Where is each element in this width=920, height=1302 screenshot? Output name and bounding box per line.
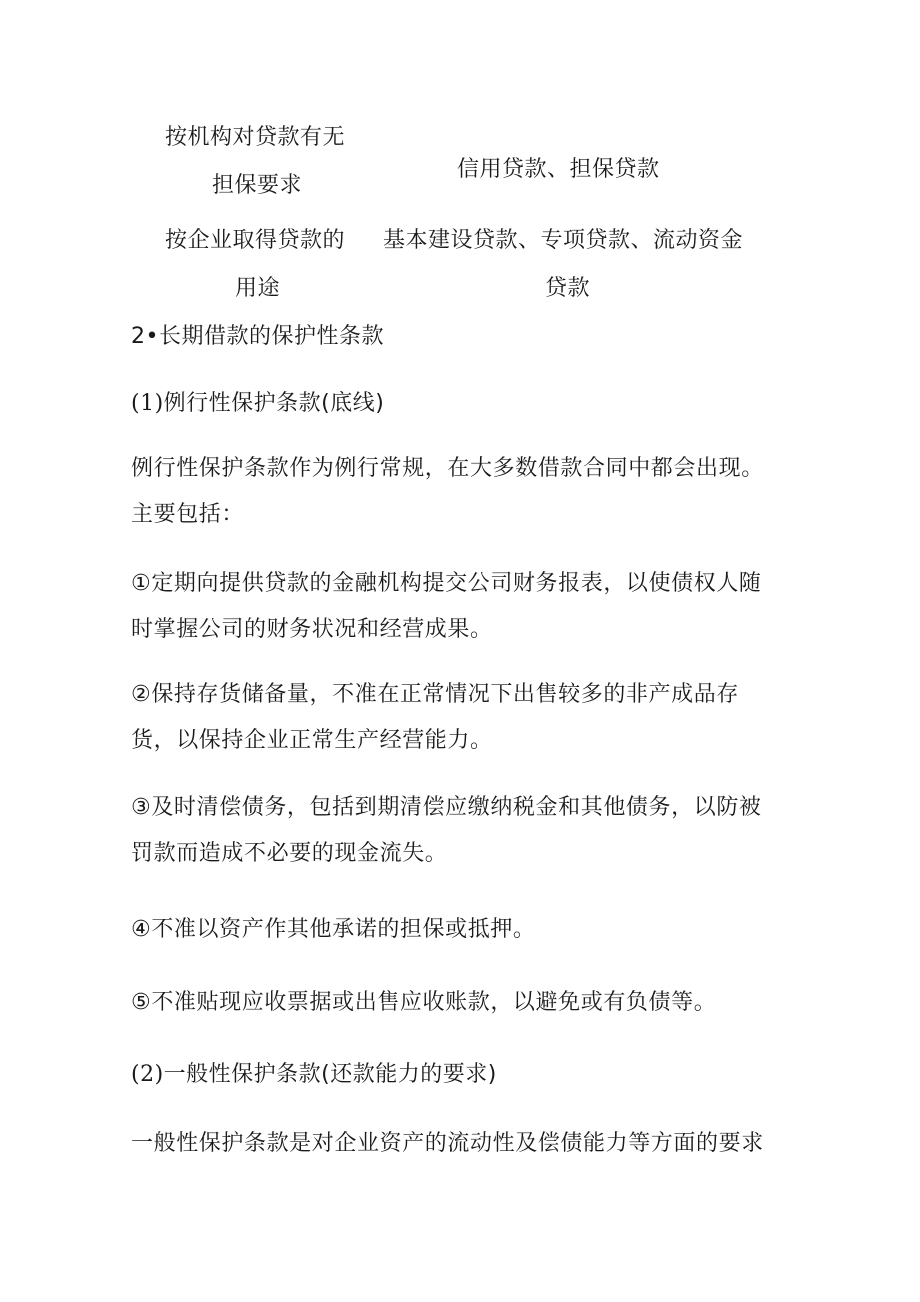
types-cell-purpose-line1: 基本建设贷款、专项贷款、流动资金 — [383, 228, 744, 253]
subsection-number: (2) — [131, 1062, 164, 1087]
list-item-line: 时掌握公司的财务状况和经营成果。 — [131, 617, 493, 642]
paragraph-line: 主要包括： — [131, 502, 245, 527]
section-heading: 2•长期借款的保护性条款 — [131, 324, 384, 349]
list-item-line: ②保持存货储备量，不准在正常情况下出售较多的非产成品存 — [131, 682, 739, 707]
list-item-line: ①定期向提供贷款的金融机构提交公司财务报表，以使债权人随 — [131, 571, 762, 596]
subsection-title: 例行性保护条款(底线) — [163, 391, 385, 416]
list-item-line: 货，以保持企业正常生产经营能力。 — [131, 728, 493, 753]
list-item-line: 罚款而造成不必要的现金流失。 — [131, 841, 448, 866]
list-item-line: ③及时清偿债务，包括到期清偿应缴纳税金和其他债务，以防被 — [131, 795, 762, 820]
criterion-cell-guarantee-line1: 按机构对贷款有无 — [165, 125, 346, 150]
subsection-heading-2 — [131, 1060, 497, 1090]
criterion-cell-purpose-line1: 按企业取得贷款的 — [165, 228, 346, 253]
list-item — [131, 785, 791, 877]
list-item-line: ⑤不准贴现应收票据或出售应收账款，以避免或有负债等。 — [131, 990, 717, 1015]
list-item — [131, 561, 791, 653]
list-item-line: ④不准以资产作其他承诺的担保或抵押。 — [131, 917, 536, 942]
list-item — [131, 907, 791, 953]
paragraph-line: 例行性保护条款作为例行常规，在大多数借款合同中都会出现。 — [131, 456, 764, 481]
criterion-cell-purpose-line2: 用途 — [235, 276, 281, 301]
subsection-number: (1) — [131, 391, 164, 416]
list-item — [131, 980, 791, 1026]
intro-paragraph — [131, 1121, 791, 1167]
types-cell-guarantee: 信用贷款、担保贷款 — [457, 157, 660, 182]
intro-paragraph — [131, 446, 791, 538]
types-cell-purpose-line2: 贷款 — [545, 276, 591, 301]
paragraph-line: 一般性保护条款是对企业资产的流动性及偿债能力等方面的要求 — [131, 1131, 764, 1156]
criterion-cell-guarantee-line2: 担保要求 — [212, 173, 303, 198]
list-item — [131, 672, 791, 764]
subsection-heading-1 — [131, 389, 384, 419]
subsection-title: 一般性保护条款(还款能力的要求) — [163, 1062, 497, 1087]
